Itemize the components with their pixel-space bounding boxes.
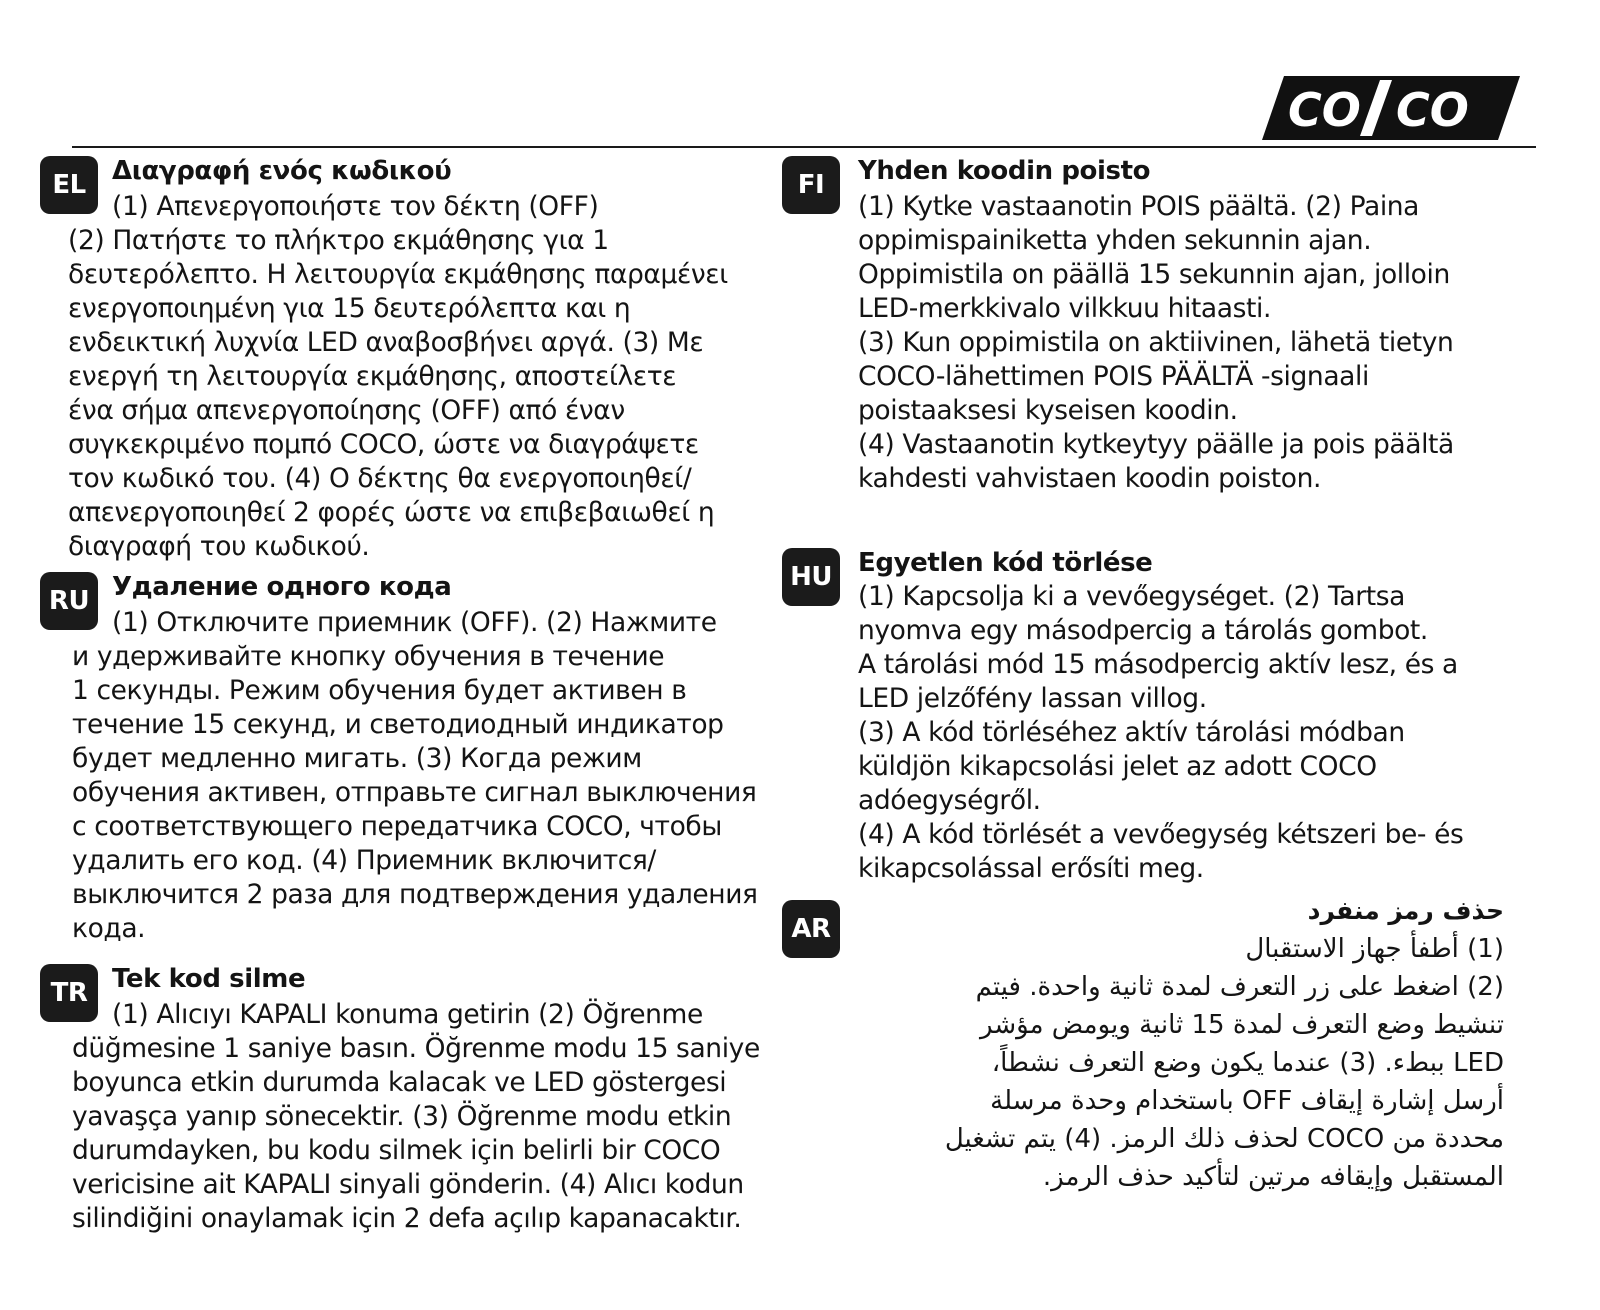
- body-line: δευτερόλεπτο. Η λειτουργία εκμάθησης παραμένει: [68, 259, 728, 290]
- body-line: A tárolási mód 15 másodpercig aktív lesz, és a: [858, 649, 1458, 680]
- body-line: будет медленно мигать. (3) Когда режим: [72, 743, 642, 774]
- body-line: محددة من COCO لحذف ذلك الرمز. (4) يتم تشغيل: [944, 1124, 1504, 1154]
- section-body-fi: [858, 190, 1454, 496]
- body-line: и удерживайте кнопку обучения в течение: [72, 641, 665, 672]
- body-line: (2) اضغط على زر التعرف لمدة ثانية واحدة. فيتم: [975, 972, 1504, 1002]
- language-badge-ar: AR: [782, 900, 840, 958]
- body-line: (2) Πατήστε το πλήκτρο εκμάθησης για 1: [68, 225, 609, 256]
- section-title-ar: حذف رمز منفرد: [1307, 896, 1504, 925]
- section-title-ru: Удаление одного кода: [112, 572, 452, 602]
- body-line: أرسل إشارة إيقاف OFF باستخدام وحدة مرسلة: [990, 1086, 1504, 1116]
- body-line: 1 секунды. Режим обучения будет активен в: [72, 675, 687, 706]
- section-body-hu: [858, 580, 1463, 886]
- body-line: LED jelzőfény lassan villog.: [858, 683, 1207, 714]
- body-line: (1) Kytke vastaanotin POIS päältä. (2) Paina: [858, 191, 1420, 222]
- section-first-line-el: (1) Απενεργοποιήστε τον δέκτη (OFF): [112, 191, 599, 222]
- body-line: (3) Kun oppimistila on aktiivinen, lähetä tietyn: [858, 327, 1454, 358]
- section-body-tr: [72, 1032, 760, 1236]
- body-line: течение 15 секунд, и светодиодный индикатор: [72, 709, 724, 740]
- logo-left-text: CO: [1288, 83, 1361, 137]
- body-line: yavaşça yanıp sönecektir. (3) Öğrenme modu etkin: [72, 1101, 732, 1132]
- body-line: (4) A kód törlését a vevőegység kétszeri be- és: [858, 819, 1464, 850]
- body-line: (1) Kapcsolja ki a vevőegységet. (2) Tartsa: [858, 581, 1405, 612]
- body-line: kahdesti vahvistaen koodin poiston.: [858, 463, 1322, 494]
- body-line: oppimispainiketta yhden sekunnin ajan.: [858, 225, 1372, 256]
- section-title-tr: Tek kod silme: [112, 964, 306, 994]
- language-badge-ru: RU: [40, 572, 98, 630]
- section-body-el: [68, 224, 728, 564]
- body-line: (3) A kód törléséhez aktív tárolási módban: [858, 717, 1405, 748]
- body-line: küldjön kikapcsolási jelet az adott COCO: [858, 751, 1377, 782]
- body-line: Oppimistila on päällä 15 sekunnin ajan, jolloin: [858, 259, 1450, 290]
- body-line: с соответствующего передатчика COCO, чтобы: [72, 811, 722, 842]
- body-line: кода.: [72, 913, 146, 944]
- body-line: kikapcsolással erősíti meg.: [858, 853, 1204, 884]
- body-line: удалить его код. (4) Приемник включится/: [72, 845, 656, 876]
- section-first-line-ru: (1) Отключите приемник (OFF). (2) Нажмите: [112, 607, 717, 638]
- body-line: τον κωδικό του. (4) Ο δέκτης θα ενεργοποιηθεί/: [68, 463, 692, 494]
- body-line: ένα σήμα απενεργοποίησης (OFF) από έναν: [68, 395, 625, 426]
- body-line: συγκεκριμένο πομπό COCO, ώστε να διαγράψετε: [68, 429, 699, 460]
- body-line: διαγραφή του κωδικού.: [68, 531, 370, 562]
- section-body-ru: [72, 640, 758, 946]
- body-line: silindiğini onaylamak için 2 defa açılıp kapanacaktır.: [72, 1203, 742, 1234]
- coco-logo: [1262, 76, 1520, 140]
- language-badge-tr: TR: [40, 964, 98, 1022]
- body-line: nyomva egy másodpercig a tárolás gombot.: [858, 615, 1428, 646]
- header-rule: [72, 146, 1536, 148]
- logo-right-text: CO: [1396, 83, 1469, 137]
- body-line: durumdayken, bu kodu silmek için belirli bir COCO: [72, 1135, 721, 1166]
- body-line: vericisine ait KAPALI sinyali gönderin. (4) Alıcı kodun: [72, 1169, 744, 1200]
- body-line: boyunca etkin durumda kalacak ve LED göstergesi: [72, 1067, 727, 1098]
- body-line: COCO-lähettimen POIS PÄÄLTÄ -signaali: [858, 361, 1369, 392]
- body-line: poistaaksesi kyseisen koodin.: [858, 395, 1238, 426]
- body-line: المستقبل وإيقافه مرتين لتأكيد حذف الرمز.: [1042, 1162, 1504, 1192]
- body-line: ενεργοποιημένη για 15 δευτερόλεπτα και η: [68, 293, 631, 324]
- body-line: выключится 2 раза для подтверждения удаления: [72, 879, 758, 910]
- body-line: LED ببطء. (3) عندما يكون وضع التعرف نشطاً،: [991, 1048, 1504, 1078]
- body-line: (1) أطفأ جهاز الاستقبال: [1245, 934, 1504, 964]
- section-title-hu: Egyetlen kód törlése: [858, 548, 1153, 578]
- body-line: düğmesine 1 saniye basın. Öğrenme modu 15 saniye: [72, 1033, 760, 1064]
- body-line: LED-merkkivalo vilkkuu hitaasti.: [858, 293, 1271, 324]
- language-badge-fi: FI: [782, 156, 840, 214]
- body-line: обучения активен, отправьте сигнал выключения: [72, 777, 757, 808]
- body-line: απενεργοποιηθεί 2 φορές ώστε να επιβεβαιωθεί η: [68, 497, 715, 528]
- section-title-fi: Yhden koodin poisto: [858, 156, 1151, 186]
- body-line: (4) Vastaanotin kytkeytyy päälle ja pois päältä: [858, 429, 1454, 460]
- section-title-el: Διαγραφή ενός κωδικού: [112, 156, 452, 186]
- language-badge-hu: HU: [782, 548, 840, 606]
- section-body-ar: [860, 930, 1504, 1196]
- body-line: ενεργή τη λειτουργία εκμάθησης, αποστείλετε: [68, 361, 677, 392]
- body-line: تنشيط وضع التعرف لمدة 15 ثانية ويومض مؤشر: [980, 1010, 1504, 1040]
- body-line: adóegységről.: [858, 785, 1041, 816]
- section-first-line-tr: (1) Alıcıyı KAPALI konuma getirin (2) Öğrenme: [112, 999, 703, 1030]
- body-line: ενδεικτική λυχνία LED αναβοσβήνει αργά. (3) Με: [68, 327, 704, 358]
- language-badge-el: EL: [40, 156, 98, 214]
